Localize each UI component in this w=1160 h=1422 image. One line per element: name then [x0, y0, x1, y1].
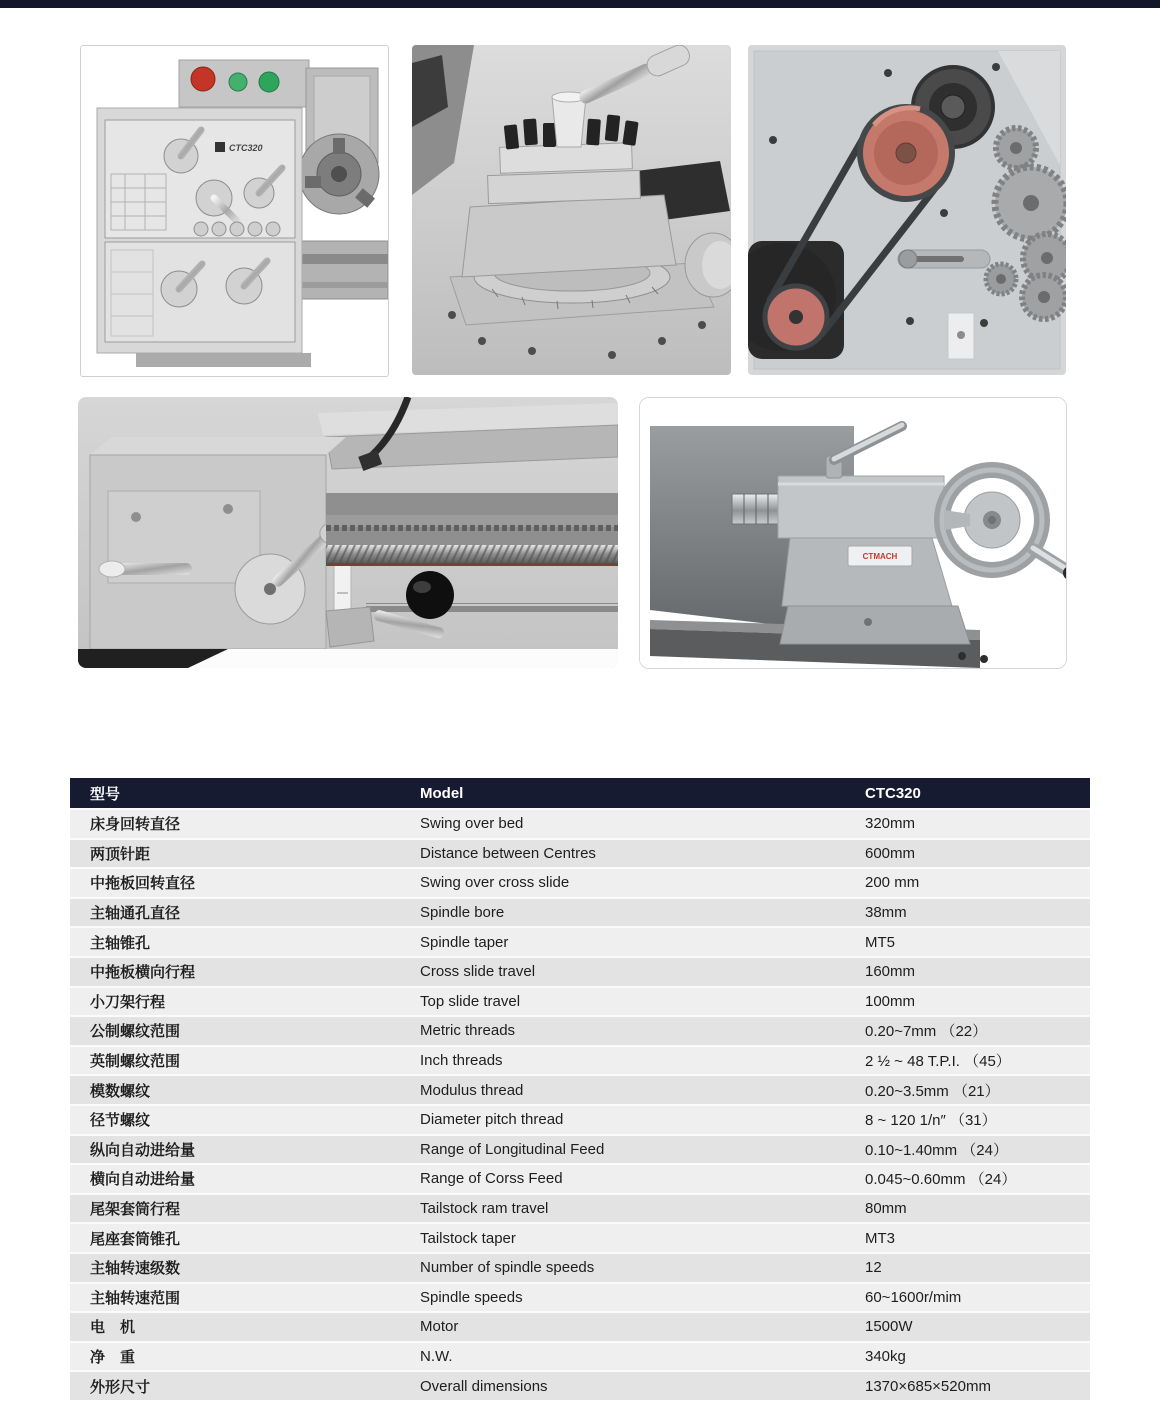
cabinet-base [136, 353, 311, 367]
spec-label-cn: 主轴通孔直径 [90, 905, 181, 923]
table-row [70, 1046, 1090, 1076]
top-accent-bar [0, 0, 1160, 8]
spec-label-cn: 中拖板横向行程 [90, 964, 196, 982]
lathe-bed [299, 241, 388, 299]
table-row [70, 987, 1090, 1017]
table-row [70, 927, 1090, 957]
spec-label-en: Distance between Centres [420, 844, 596, 862]
table-row [70, 1016, 1090, 1046]
spec-label-cn: 主轴锥孔 [90, 934, 151, 952]
table-row [70, 957, 1090, 987]
table-row [70, 1342, 1090, 1372]
spec-label-en: Swing over cross slide [420, 874, 570, 892]
tailstock-illustration [640, 398, 1066, 668]
table-row [70, 1135, 1090, 1165]
spec-value: 1370×685×520mm [865, 1377, 991, 1395]
tool-post-illustration [412, 45, 731, 375]
nameplate-brand-text: CTMACH [862, 552, 898, 561]
tailstock-base [780, 606, 970, 644]
spec-label-cn: 小刀架行程 [90, 993, 166, 1011]
belt-drive-illustration [748, 45, 1066, 375]
emergency-stop-button [191, 67, 215, 91]
spec-value: 38mm [865, 904, 907, 922]
table-row [70, 898, 1090, 928]
spec-value: 0.045~0.60mm （24） [865, 1171, 1017, 1189]
spec-value: MT5 [865, 933, 895, 951]
spec-label-en: Tailstock ram travel [420, 1200, 549, 1218]
spec-value: 2 ½ ~ 48 T.P.I. （45） [865, 1053, 1011, 1071]
spec-value: 8 ~ 120 1/n″ （31） [865, 1112, 997, 1130]
spec-label-cn: 公制螺纹范围 [90, 1023, 181, 1041]
spec-label-cn: 中拖板回转直径 [90, 875, 196, 893]
spec-table-header-row [70, 778, 1090, 809]
compound-slide [462, 195, 676, 277]
spec-value: 340kg [865, 1347, 906, 1365]
spec-header-cn: 型号 [70, 778, 420, 809]
spec-header-model: CTC320 [865, 778, 1090, 809]
spec-label-en: Cross slide travel [420, 963, 536, 981]
spec-label-en: N.W. [420, 1347, 453, 1365]
table-row [70, 1283, 1090, 1313]
spec-label-en: Diameter pitch thread [420, 1111, 564, 1129]
spec-header-en: Model [420, 778, 865, 809]
spec-label-en: Metric threads [420, 1022, 516, 1040]
spec-label-cn: 模数螺纹 [90, 1082, 151, 1100]
spec-value: 0.10~1.40mm （24） [865, 1141, 1008, 1159]
spec-label-en: Motor [420, 1318, 459, 1336]
spec-table-body [70, 809, 1090, 1400]
green-power-button [259, 72, 279, 92]
spec-label-cn: 横向自动进给量 [90, 1171, 196, 1189]
spec-label-en: Spindle speeds [420, 1288, 523, 1306]
spec-value: MT3 [865, 1229, 895, 1247]
spec-label-en: Spindle taper [420, 933, 509, 951]
rod-bracket [326, 607, 374, 647]
control-panel-photo [80, 45, 389, 377]
spec-label-en: Tailstock taper [420, 1229, 516, 1247]
spec-label-en: Swing over bed [420, 815, 524, 833]
carriage-leadscrew-photo [78, 397, 618, 668]
spec-label-cn: 主轴转速级数 [90, 1260, 181, 1278]
spec-table [70, 778, 1090, 1400]
spec-label-en: Range of Longitudinal Feed [420, 1140, 605, 1158]
table-row [70, 1075, 1090, 1105]
spec-value: 160mm [865, 963, 916, 981]
spec-value: 12 [865, 1259, 882, 1277]
table-row [70, 868, 1090, 898]
spec-label-en: Modulus thread [420, 1081, 524, 1099]
spec-label-en: Range of Corss Feed [420, 1170, 563, 1188]
spec-value: 320mm [865, 815, 916, 833]
brand-logo-icon [215, 142, 225, 152]
table-row [70, 1312, 1090, 1342]
control-panel-illustration [81, 46, 388, 376]
spec-value: 600mm [865, 844, 916, 862]
tool-post-centre [552, 97, 586, 147]
spec-label-cn: 主轴转速范围 [90, 1289, 181, 1307]
table-row [70, 1194, 1090, 1224]
spec-value: 60~1600r/mim [865, 1288, 962, 1306]
table-row [70, 1164, 1090, 1194]
spec-value: 100mm [865, 992, 916, 1010]
spec-label-cn: 净 重 [90, 1348, 136, 1366]
spec-value: 80mm [865, 1200, 907, 1218]
green-button [229, 73, 247, 91]
spec-label-cn: 两顶针距 [90, 845, 151, 863]
tool-post-photo [412, 45, 731, 375]
table-row [70, 809, 1090, 839]
spec-value: 0.20~7mm （22） [865, 1023, 988, 1041]
spec-label-cn: 英制螺纹范围 [90, 1053, 181, 1071]
spec-label-cn: 纵向自动进给量 [90, 1141, 196, 1159]
spec-label-cn: 床身回转直径 [90, 816, 181, 834]
spec-value: 1500W [865, 1318, 913, 1336]
table-row [70, 1223, 1090, 1253]
spec-label-cn: 径节螺纹 [90, 1112, 151, 1130]
leadscrew-illustration [78, 397, 618, 668]
spec-label-en: Inch threads [420, 1052, 503, 1070]
belt-drive-photo [748, 45, 1066, 375]
spec-label-cn: 外形尺寸 [90, 1378, 151, 1396]
spec-label-en: Number of spindle speeds [420, 1259, 595, 1277]
spec-value: 200 mm [865, 874, 920, 892]
spec-label-en: Top slide travel [420, 992, 521, 1010]
spec-label-cn: 电 机 [90, 1319, 136, 1337]
tailstock-photo [639, 397, 1067, 669]
spec-label-cn: 尾架套筒行程 [90, 1201, 181, 1219]
table-row [70, 1371, 1090, 1400]
spec-label-en: Overall dimensions [420, 1377, 548, 1395]
table-row [70, 1253, 1090, 1283]
spec-value: 0.20~3.5mm （21） [865, 1082, 1000, 1100]
table-row [70, 839, 1090, 869]
table-row [70, 1105, 1090, 1135]
spec-label-cn: 尾座套筒锥孔 [90, 1230, 181, 1248]
spec-label-en: Spindle bore [420, 904, 505, 922]
panel-model-text: CTC320 [229, 143, 263, 153]
